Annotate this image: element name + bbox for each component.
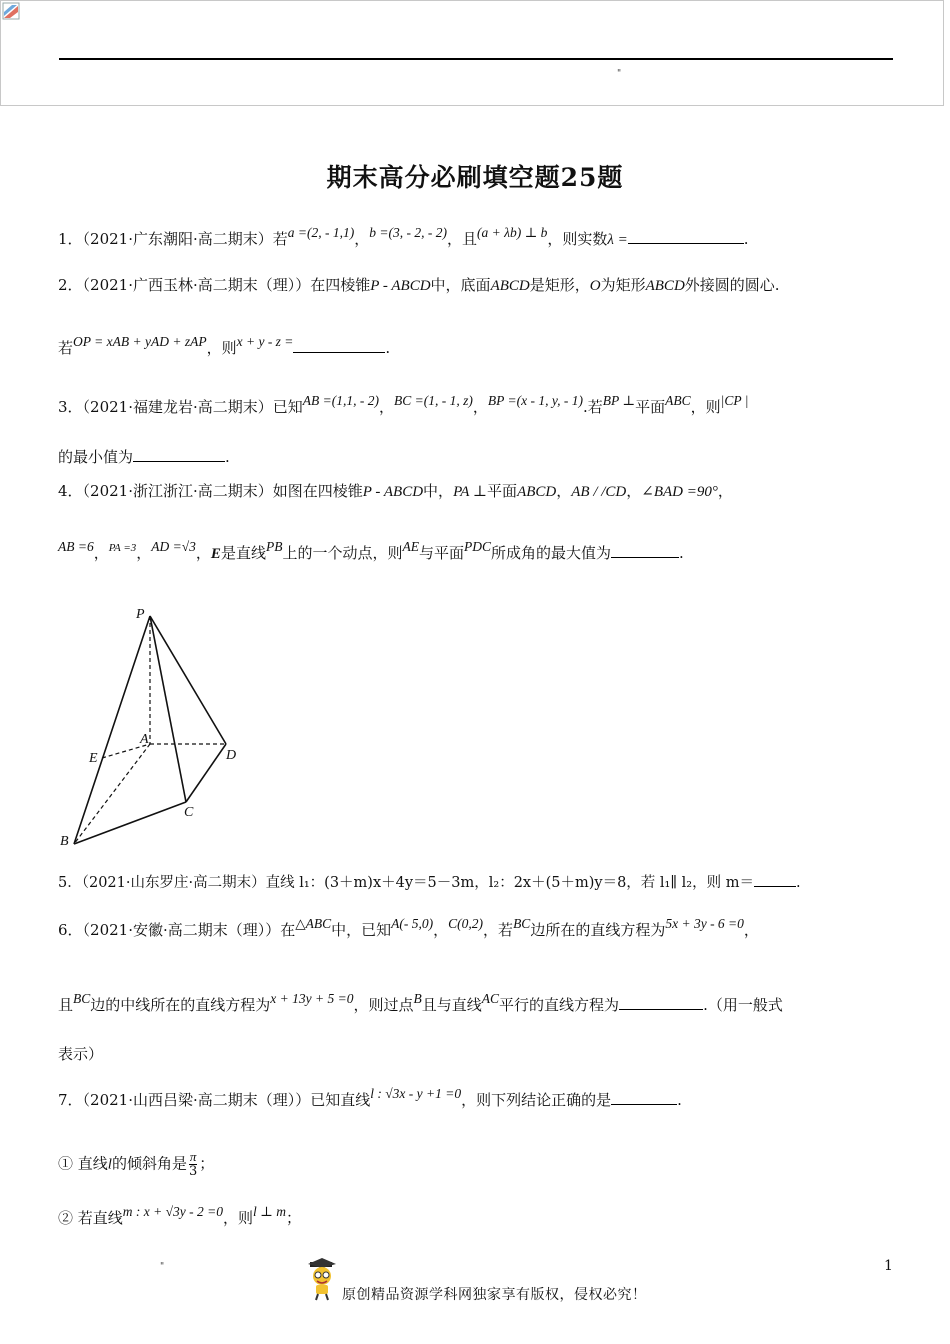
question-6-line3: 表示）	[58, 1045, 104, 1063]
page-header	[0, 0, 944, 106]
edge-pb	[74, 616, 150, 844]
page-number: 1	[884, 1258, 893, 1274]
answer-blank	[754, 872, 796, 887]
copyright-notice: 原创精品资源学科网独家享有版权，侵权必究！	[342, 1287, 647, 1303]
answer-blank	[611, 1090, 677, 1105]
question-7-option-1: ① 直线l的倾斜角是 $\frac{\pi}{3}$ ；	[58, 1149, 215, 1179]
question-2-line2: 若OP = xAB + yAD + zAP，则x + y - z = .	[58, 334, 391, 357]
edge-bc	[74, 802, 186, 844]
fraction-pi-over-3: $\frac{\pi}{3}$	[188, 1149, 198, 1179]
footer-mark: "	[160, 1262, 165, 1272]
question-3: 3．（2021·福建龙岩·高二期末）已知AB =(1,1, - 2)，BC =(1, - 1, z)，BP =(x - 1, y, - 1).若BP ⊥平面ABC，则|CP |	[58, 393, 749, 416]
question-2: 2．（2021·广西玉林·高二期末（理））在四棱锥P - ABCD中，底面ABCD是矩形，O为矩形ABCD外接圆的圆心.	[58, 276, 780, 294]
question-7: 7．（2021·山西吕梁·高二期末（理））已知直线l : √3x - y +1 =0，则下列结论正确的是 .	[58, 1086, 682, 1109]
question-1: 1．（2021·广东潮阳·高二期末）若a =(2, - 1,1)，b =(3, - 2, - 2)，且(a + λb) ⊥ b，则实数λ = .	[58, 225, 749, 248]
page-title: 期末高分必刷填空题25题	[326, 163, 624, 192]
header-mark: "	[617, 69, 622, 79]
question-4-line2: AB =6，$^{PA =3}$，AD =√3，E是直线PB上的一个动点，则AE与平面PDC所成角的最大值为 .	[58, 539, 684, 562]
label-e: E	[89, 751, 98, 766]
label-p: P	[136, 607, 145, 622]
answer-blank	[628, 229, 744, 244]
answer-blank	[619, 995, 703, 1010]
answer-blank	[611, 543, 679, 558]
header-rule	[59, 58, 893, 60]
mascot-logo-icon	[306, 1258, 338, 1302]
edge-pc	[150, 616, 186, 802]
question-3-line2: 的最小值为 .	[58, 448, 230, 466]
label-d: D	[226, 748, 237, 763]
edge-pd	[150, 616, 226, 744]
question-6: 6．（2021·安徽·高二期末（理））在△ABC中，已知A(- 5,0)，C(0,2)，若BC边所在的直线方程为5x + 3y - 6 =0，	[58, 916, 759, 939]
label-c: C	[184, 805, 194, 820]
label-b: B	[60, 834, 69, 849]
question-5: 5．（2021·山东罗庄·高二期末）直线 l₁：(3＋m)x＋4y＝5－3m，l₂：2x＋(5＋m)y＝8，若 l₁∥ l₂，则 m＝ .	[58, 872, 801, 894]
broken-image-icon	[2, 2, 20, 20]
answer-blank	[133, 447, 225, 462]
label-a: A	[140, 732, 149, 747]
question-6-line2: 且BC边的中线所在的直线方程为x + 13y + 5 =0，则过点B且与直线AC平行的直线方程为 .（用一般式	[58, 991, 783, 1014]
pyramid-figure	[58, 600, 258, 852]
question-7-option-2: ② 若直线m : x + √3y - 2 =0，则l ⊥ m；	[58, 1204, 301, 1227]
answer-blank	[293, 338, 385, 353]
question-4: 4．（2021·浙江浙江·高二期末）如图在四棱锥P - ABCD中，PA ⊥平面ABCD，AB / /CD，∠BAD =90°，	[58, 482, 733, 500]
edge-cd	[186, 744, 226, 802]
